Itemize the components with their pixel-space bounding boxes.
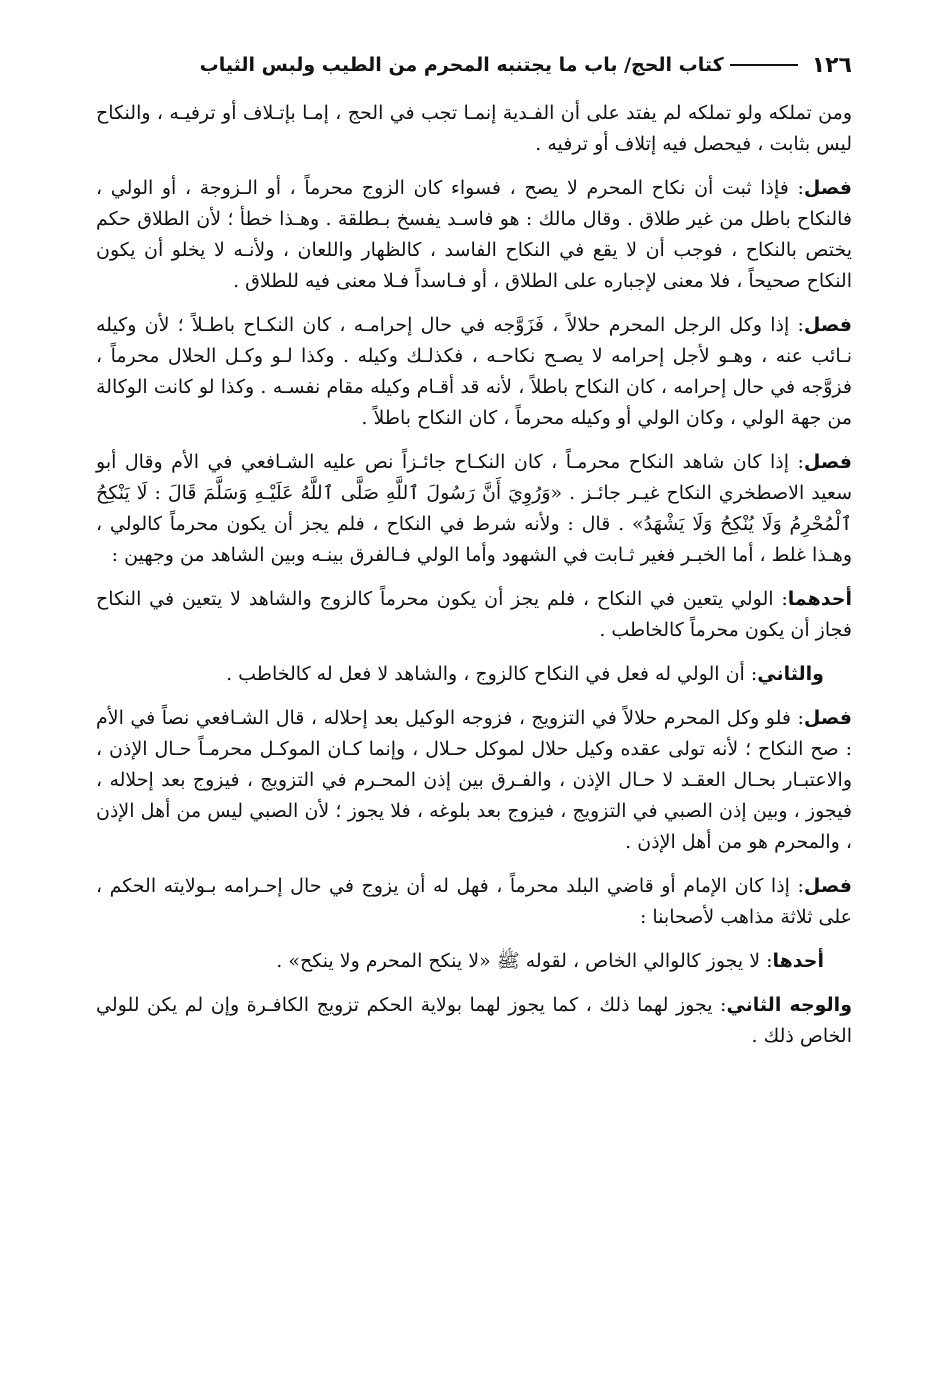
section-lead: أحدهما: [787, 588, 852, 610]
paragraph-1: [96, 98, 852, 160]
paragraph-text-continued: » . قال : ولأنه شرط في النكاح ، فلم يجز أن يكون محرماً كالولي ، وهـذا غلط ، أما الخبـر فغير ثـابت في الشهود وأما الولي فـالفرق بينـه وبين الشاهد من وجهين :: [96, 513, 852, 566]
section-lead: فصل: [803, 314, 852, 336]
paragraph-text: : الولي يتعين في النكاح ، فلم يجز أن يكون محرماً كالزوج والشاهد لا يتعين في النكاح فجاز أن يكون محرماً كالخاطب .: [96, 588, 852, 641]
paragraph-4: [96, 447, 852, 571]
paragraph-text: : لا يجوز كالوالي الخاص ، لقوله ﷺ «لا ينكح المحرم ولا ينكح» .: [276, 950, 773, 972]
section-lead: أحدها: [772, 950, 824, 972]
section-lead: والثاني: [757, 663, 824, 685]
section-lead: فصل: [803, 875, 852, 897]
paragraph-6: [96, 659, 852, 690]
running-title: كتاب الحج/ باب ما يجتنبه المحرم من الطيب ولبس الثياب: [199, 54, 724, 76]
header-rule: [730, 64, 798, 66]
hadith-quote: وَرُوِيَ أَنَّ رَسُولَ ٱللَّهِ صَلَّى ٱللَّهُ عَلَيْـهِ وَسَلَّمَ قَالَ : لَا يَنْكِحُ ٱلْمُحْرِمُ وَلَا يُنْكِحُ وَلَا يَشْهَدُ: [96, 482, 852, 535]
page-header: [92, 48, 852, 82]
body-text: [96, 98, 852, 1065]
paragraph-10: [96, 990, 852, 1052]
section-lead: فصل: [803, 707, 852, 729]
paragraph-text: ومن تملكه ولو تملكه لم يفتد على أن الفـدية إنمـا تجب في الحج ، إمـا بإتـلاف أو ترفيـه ، والنكاح ليس بثابت ، فيحصل فيه إتلاف أو ترفيه .: [96, 102, 852, 155]
paragraph-text: : فإذا ثبت أن نكاح المحرم لا يصح ، فسواء كان الزوج محرماً ، أو الـزوجة ، أو الولي ، فالنكاح باطل من غير طلاق . وقال مالك : هو فاسـد يفسخ بـطلقة . وهـذا خطأ ؛ لأن الطلاق حكم يختص بالنكاح ، فوجب أن لا يقع في النكاح الفاسد ، كالظهار واللعان ، ولأنـه لا يخلو أن يكون النكاح صحيحاً ، فلا معنى لإجباره على الطلاق ، أو فـاسداً فـلا معنى فيه للطلاق .: [96, 177, 852, 292]
paragraph-text: : يجوز لهما ذلك ، كما يجوز لهما بولاية الحكم تزويج الكافـرة وإن لم يكن للولي الخاص ذلك .: [96, 994, 852, 1047]
paragraph-5: [96, 584, 852, 646]
paragraph-9: [96, 946, 852, 977]
paragraph-8: [96, 871, 852, 933]
paragraph-text: : فلو وكل المحرم حلالاً في التزويج ، فزوجه الوكيل بعد إحلاله ، قال الشـافعي نصاً في الأم : صح النكاح ؛ لأنه تولى عقده وكيل حلال لموكل حـلال ، وإنما كـان الموكـل محرمـاً حـال الإذن ، والاعتبـار بحـال العقـد لا حـال الإذن ، والفـرق بين إذن المحـرم في التزويج ، فيزوج بعد إحلاله ، فيجوز ، وبين إذن الصبي في التزويج ، فيزوج بعد بلوغه ، فلا يجوز ؛ لأن الصبي ليس من أهل الإذن ، والمحرم هو من أهل الإذن .: [96, 707, 852, 853]
section-lead: فصل: [803, 177, 852, 199]
paragraph-text: : إذا كان شاهد النكاح محرمـاً ، كان النكـاح جائـزاً نص عليه الشـافعي في الأم وقال أبو سعيد الاصطخري النكاح غيـر جائـز . «: [96, 451, 852, 504]
paragraph-3: [96, 310, 852, 434]
section-lead: والوجه الثاني: [726, 994, 853, 1016]
paragraph-text: : أن الولي له فعل في النكاح كالزوج ، والشاهد لا فعل له كالخاطب .: [226, 663, 758, 685]
paragraph-7: [96, 703, 852, 858]
section-lead: فصل: [803, 451, 852, 473]
page-number: ١٢٦: [811, 52, 852, 78]
paragraph-2: [96, 173, 852, 297]
paragraph-text: : إذا كان الإمام أو قاضي البلد محرماً ، فهل له أن يزوج في حال إحـرامه بـولايته الحكم ، على ثلاثة مذاهب لأصحابنا :: [96, 875, 852, 928]
paragraph-text: : إذا وكل الرجل المحرم حلالاً ، فَزَوَّجه في حال إحرامـه ، كان النكـاح باطـلاً ؛ لأن وكيله نـائب عنه ، وهـو لأجل إحرامه لا يصـح نكاحـه ، فكذلـك وكيله . وكذا لـو وكـل الحلال محرماً ، فزوَّجه في حال إحرامه ، كان النكاح باطلاً ، لأنه قد أقـام وكيله مقام نفسـه . وكذا لو كانت الوكالة من جهة الولي ، وكان الولي أو وكيله محرماً ، كان النكاح باطلاً .: [96, 314, 852, 429]
